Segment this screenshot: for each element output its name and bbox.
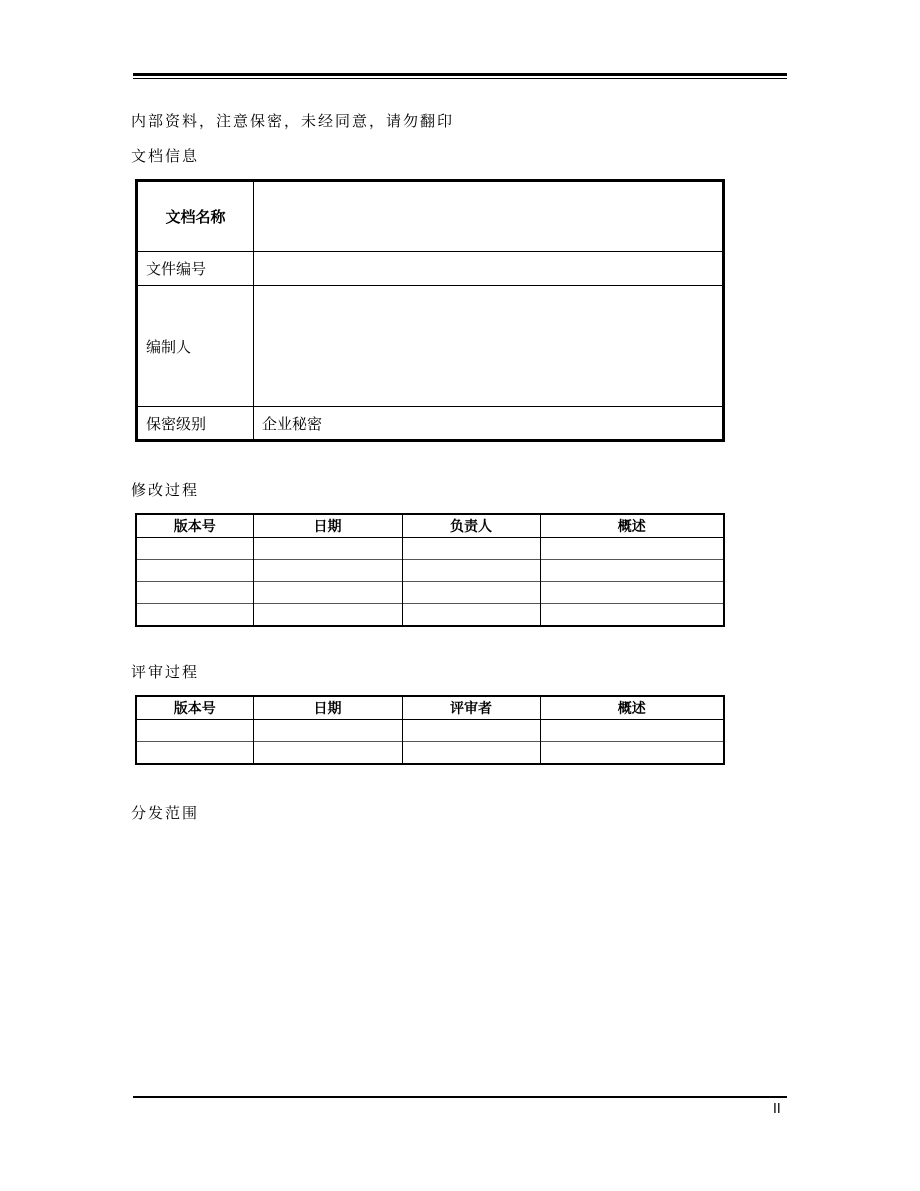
table-row <box>136 742 724 765</box>
page-number: II <box>773 1102 781 1117</box>
table-cell[interactable] <box>540 742 724 765</box>
footer-rule <box>133 1096 787 1098</box>
table-row <box>136 582 724 604</box>
table-cell[interactable] <box>402 560 540 582</box>
review-history-title: 评审过程 <box>131 663 200 681</box>
doc-number-label: 文件编号 <box>137 252 254 286</box>
table-cell[interactable] <box>402 720 540 742</box>
table-row <box>136 538 724 560</box>
table-cell[interactable] <box>253 538 402 560</box>
table-cell[interactable] <box>402 538 540 560</box>
table-cell[interactable] <box>540 720 724 742</box>
table-cell[interactable] <box>253 560 402 582</box>
table-cell[interactable] <box>253 582 402 604</box>
header-rule <box>133 73 787 80</box>
table-cell[interactable] <box>136 560 253 582</box>
author-value[interactable] <box>254 286 724 407</box>
table-cell[interactable] <box>253 720 402 742</box>
table-header-row <box>136 696 724 720</box>
doc-name-value[interactable] <box>254 181 724 252</box>
distribution-title: 分发范围 <box>131 804 200 822</box>
column-header: 负责人 <box>402 514 540 538</box>
modify-history-title: 修改过程 <box>131 481 200 499</box>
table-cell[interactable] <box>136 742 253 765</box>
modify-history-table <box>135 513 725 627</box>
table-cell[interactable] <box>402 604 540 627</box>
author-label: 编制人 <box>137 286 254 407</box>
table-cell[interactable] <box>136 582 253 604</box>
table-row <box>136 560 724 582</box>
doc-info-row-number <box>137 252 724 286</box>
doc-name-label: 文档名称 <box>137 181 254 252</box>
table-cell[interactable] <box>136 720 253 742</box>
table-cell[interactable] <box>402 742 540 765</box>
review-history-table <box>135 695 725 765</box>
table-cell[interactable] <box>540 604 724 627</box>
doc-info-title: 文档信息 <box>131 147 200 165</box>
confidential-notice: 内部资料，注意保密，未经同意，请勿翻印 <box>131 112 455 130</box>
doc-info-row-security <box>137 407 724 441</box>
security-level-value[interactable]: 企业秘密 <box>254 407 724 441</box>
table-cell[interactable] <box>540 538 724 560</box>
doc-info-table <box>135 179 725 442</box>
doc-info-row-name <box>137 181 724 252</box>
table-row <box>136 720 724 742</box>
security-level-label: 保密级别 <box>137 407 254 441</box>
table-cell[interactable] <box>253 742 402 765</box>
column-header: 版本号 <box>136 696 253 720</box>
table-row <box>136 604 724 627</box>
doc-number-value[interactable] <box>254 252 724 286</box>
column-header: 概述 <box>540 514 724 538</box>
doc-info-row-author <box>137 286 724 407</box>
column-header: 日期 <box>253 696 402 720</box>
table-cell[interactable] <box>253 604 402 627</box>
column-header: 评审者 <box>402 696 540 720</box>
table-cell[interactable] <box>136 538 253 560</box>
table-header-row <box>136 514 724 538</box>
table-cell[interactable] <box>402 582 540 604</box>
table-cell[interactable] <box>540 582 724 604</box>
table-cell[interactable] <box>136 604 253 627</box>
column-header: 版本号 <box>136 514 253 538</box>
column-header: 日期 <box>253 514 402 538</box>
table-cell[interactable] <box>540 560 724 582</box>
column-header: 概述 <box>540 696 724 720</box>
